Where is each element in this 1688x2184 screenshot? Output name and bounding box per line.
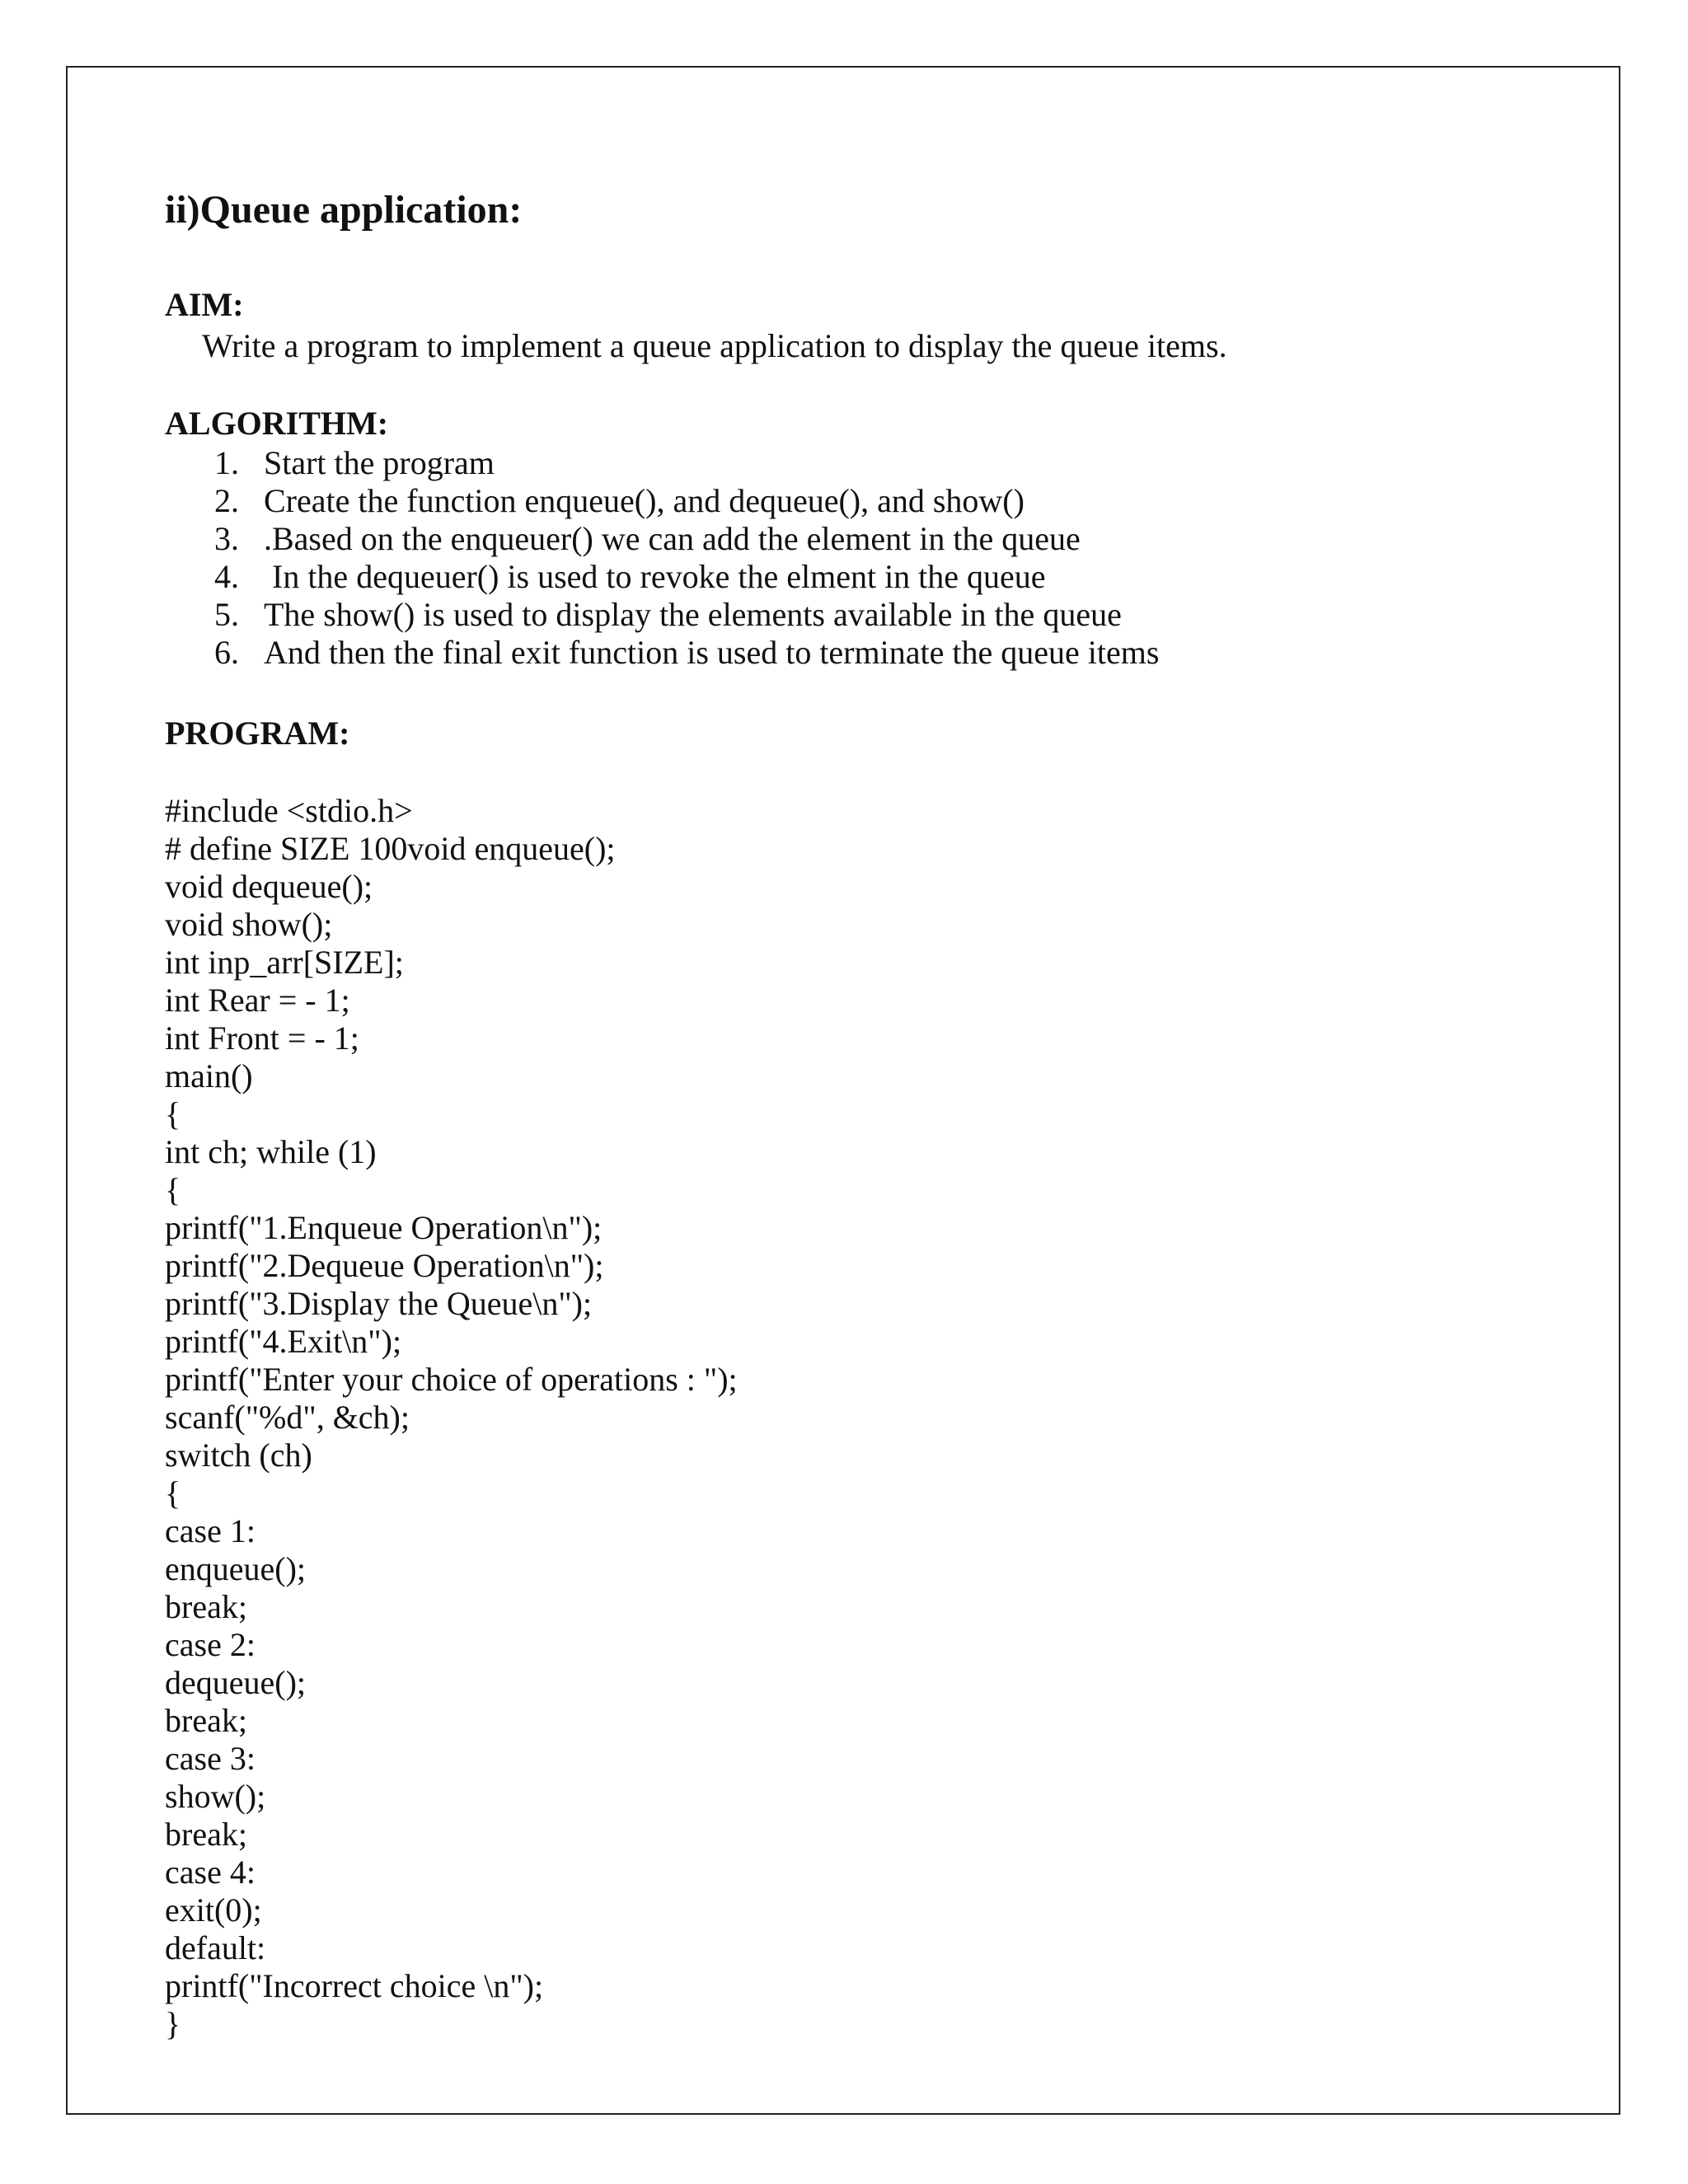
step-text: In the dequeuer() is used to revoke the elment in the queue	[264, 558, 1046, 595]
code-line: main()	[165, 1057, 253, 1094]
code-line: default:	[165, 1929, 266, 1966]
algorithm-step	[214, 444, 1566, 482]
code-line: printf("3.Display the Queue\n");	[165, 1285, 593, 1322]
code-line: case 4:	[165, 1854, 256, 1891]
step-text: The show() is used to display the elements available in the queue	[264, 596, 1122, 633]
step-number: 3.	[214, 520, 239, 557]
step-number: 5.	[214, 596, 239, 633]
code-line: printf("2.Dequeue Operation\n");	[165, 1247, 604, 1284]
step-text: Create the function enqueue(), and dequeue(), and show()	[264, 482, 1025, 519]
algorithm-heading: ALGORITHM:	[165, 405, 389, 442]
code-line: printf("4.Exit\n");	[165, 1323, 402, 1360]
code-line: break;	[165, 1816, 247, 1853]
algorithm-list	[165, 444, 1566, 672]
code-line: case 2:	[165, 1626, 256, 1663]
code-line: {	[165, 1095, 181, 1132]
algorithm-step	[214, 520, 1566, 558]
step-number: 4.	[214, 558, 239, 595]
algorithm-step	[214, 596, 1566, 634]
document-content	[165, 185, 1566, 2043]
code-line: break;	[165, 1702, 247, 1739]
code-line: int inp_arr[SIZE];	[165, 944, 404, 981]
code-line: void dequeue();	[165, 868, 373, 905]
code-line: int Rear = - 1;	[165, 982, 350, 1019]
step-text: .Based on the enqueuer() we can add the element in the queue	[264, 520, 1081, 557]
step-number: 6.	[214, 634, 239, 671]
code-line: {	[165, 1171, 181, 1208]
aim-text: Write a program to implement a queue application to display the queue items.	[202, 327, 1227, 364]
code-line: scanf("%d", &ch);	[165, 1399, 410, 1436]
algorithm-step	[214, 558, 1566, 596]
step-text: And then the final exit function is used to terminate the queue items	[264, 634, 1160, 671]
code-line: dequeue();	[165, 1664, 307, 1701]
step-number: 1.	[214, 444, 239, 481]
code-line: }	[165, 2005, 181, 2042]
code-line: void show();	[165, 906, 333, 943]
code-line: # define SIZE 100void enqueue();	[165, 830, 616, 867]
program-heading: PROGRAM:	[165, 715, 350, 752]
code-line: int Front = - 1;	[165, 1019, 359, 1057]
step-number: 2.	[214, 482, 239, 519]
code-line: enqueue();	[165, 1550, 307, 1587]
code-line: exit(0);	[165, 1891, 262, 1929]
algorithm-step	[214, 634, 1566, 672]
code-line: printf("Incorrect choice \n");	[165, 1967, 544, 2004]
code-line: show();	[165, 1778, 266, 1815]
code-line: printf("1.Enqueue Operation\n");	[165, 1209, 603, 1246]
code-line: case 1:	[165, 1512, 256, 1549]
code-line: #include <stdio.h>	[165, 792, 413, 829]
program-code	[165, 792, 1566, 2043]
code-line: switch (ch)	[165, 1436, 312, 1474]
algorithm-step	[214, 482, 1566, 520]
aim-heading: AIM:	[165, 286, 244, 323]
code-line: case 3:	[165, 1740, 256, 1777]
code-line: printf("Enter your choice of operations : ");	[165, 1361, 738, 1398]
code-line: break;	[165, 1588, 247, 1625]
code-line: int ch; while (1)	[165, 1133, 377, 1170]
page-title: ii)Queue application:	[165, 188, 523, 232]
code-line: {	[165, 1474, 181, 1511]
step-text: Start the program	[264, 444, 495, 481]
